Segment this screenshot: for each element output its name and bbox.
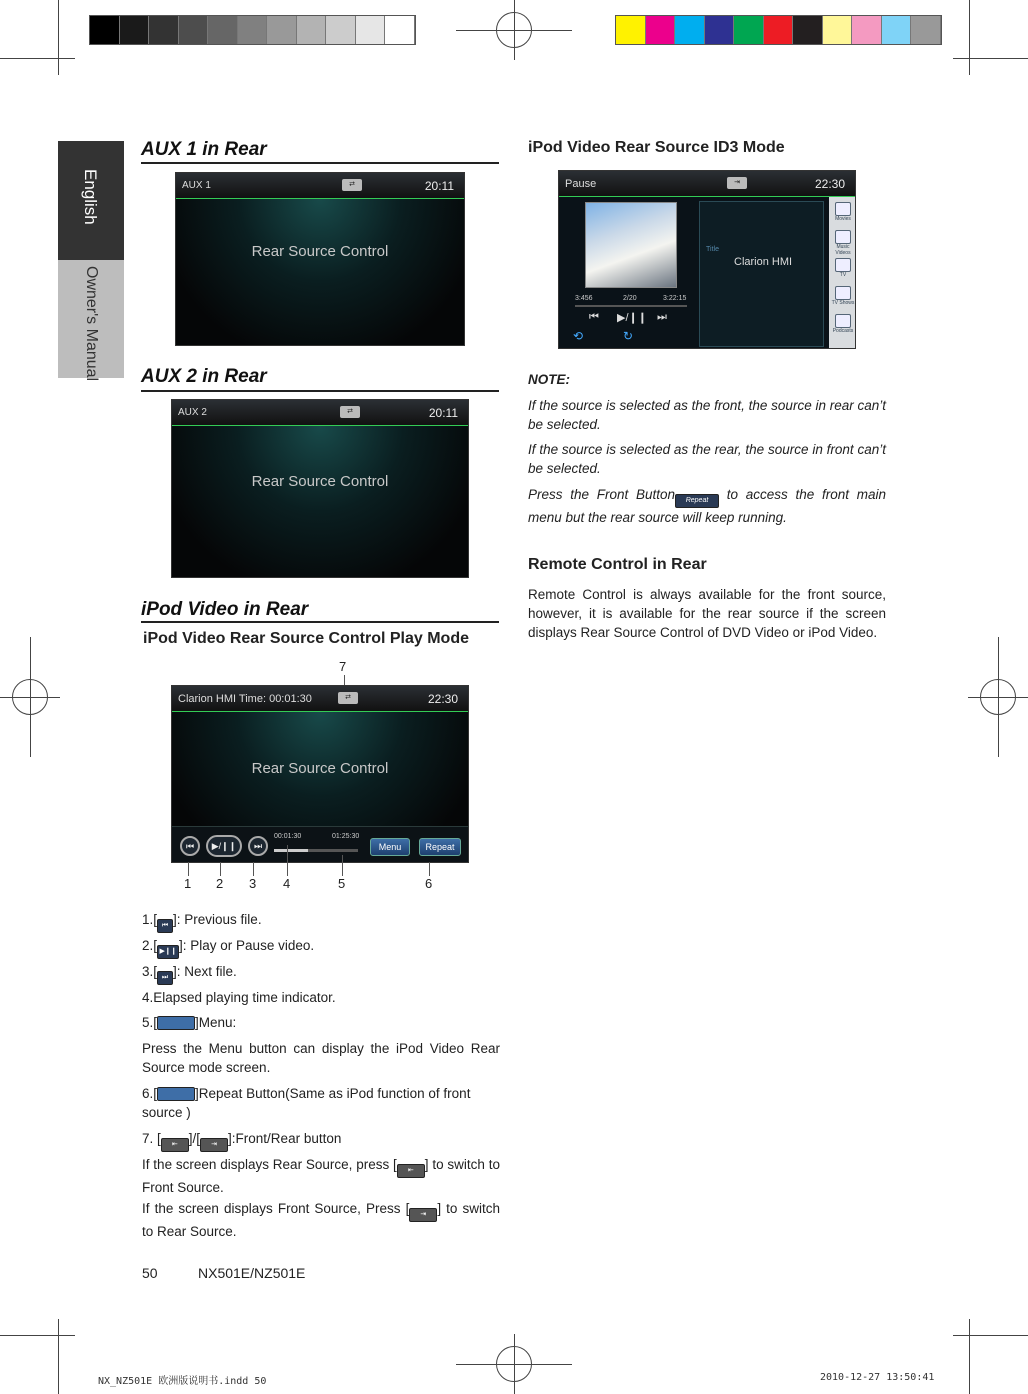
ipod-heading: iPod Video in Rear — [141, 599, 309, 620]
id3-side-item-label: Music Videos — [835, 244, 851, 256]
color-swatch — [297, 16, 327, 44]
id3-play-pause-button[interactable]: ▶/❙❙ — [617, 312, 647, 324]
menu-icon — [157, 1016, 195, 1030]
id3-next-button[interactable]: ⏭ — [657, 311, 667, 323]
front-source-icon: ⇤ — [161, 1138, 189, 1152]
previous-button[interactable]: ⏮ — [180, 836, 200, 856]
note-heading: NOTE: — [528, 372, 570, 387]
page-number: 50 — [142, 1265, 158, 1281]
id3-side-item[interactable] — [831, 313, 855, 339]
callout-6: 6 — [425, 876, 433, 891]
id3-screen — [558, 170, 856, 349]
list-item-6: 6.[ ]Repeat Button(Same as iPod function of front source ) — [142, 1086, 471, 1120]
ipod-control-bar — [172, 826, 468, 863]
callout-2: 2 — [216, 876, 224, 891]
gray-color-bar — [89, 15, 416, 45]
remote-heading: Remote Control in Rear — [528, 556, 707, 573]
id3-previous-button[interactable]: ⏮ — [589, 311, 599, 323]
id3-time: 22:30 — [814, 177, 845, 191]
aux2-time: 20:11 — [428, 406, 458, 420]
aux1-center-text: Rear Source Control — [251, 243, 389, 260]
color-swatch — [238, 16, 268, 44]
remote-paragraph: Remote Control is always available for the front source, however, it is available for the rear source if the screen displays Rear Source Control of DVD Video or iPod Video. — [528, 587, 886, 640]
id3-time-mid: 2/20 — [623, 295, 637, 302]
callout-4: 4 — [283, 876, 291, 891]
aux1-rule — [141, 162, 499, 164]
ipod-front-rear-icon: ⇄ — [338, 692, 358, 704]
ipod-screen — [171, 685, 469, 863]
play-pause-button[interactable]: ▶/❙❙ — [206, 835, 242, 857]
color-swatch — [852, 16, 882, 44]
id3-side-item-label: TV Shows — [831, 300, 855, 306]
list-item-2: 2.[ ▶❙❙ ]: Play or Pause video. — [142, 936, 500, 959]
color-swatch — [208, 16, 238, 44]
id3-repeat-icon[interactable]: ↻ — [623, 329, 634, 343]
aux1-source: AUX 1 — [182, 180, 211, 191]
language-tab — [58, 141, 124, 260]
front-source-icon-inline: ⇤ — [397, 1164, 425, 1178]
media-category-icon — [835, 202, 851, 216]
color-swatch — [882, 16, 912, 44]
color-swatch — [616, 16, 646, 44]
id3-time-end: 3:22:15 — [663, 295, 687, 302]
list-item-7-description-2: If the screen displays Front Source, Press [ ⇥ ] to switch to Rear Source. — [142, 1201, 500, 1239]
slug-right: 2010-12-27 13:50:41 — [820, 1372, 935, 1383]
manual-label: Owner's Manual — [83, 266, 100, 382]
id3-side-item-label: Podcasts — [832, 328, 854, 334]
note-paragraph-1: If the source is selected as the front, the source in rear can’t be selected. — [528, 398, 886, 432]
rear-source-icon-inline: ⇥ — [409, 1208, 437, 1222]
aux2-heading: AUX 2 in Rear — [141, 366, 267, 387]
list-item-4: 4.Elapsed playing time indicator. — [142, 990, 336, 1005]
ipod-screen-title: Clarion HMI Time: 00:01:30 — [178, 693, 312, 705]
id3-side-item[interactable] — [831, 201, 855, 227]
media-category-icon — [835, 286, 851, 300]
ipod-subheading: iPod Video Rear Source Control Play Mode — [143, 630, 469, 647]
color-swatch — [120, 16, 150, 44]
id3-progress-bar[interactable] — [575, 305, 687, 307]
media-category-icon — [835, 314, 851, 328]
list-item-5: 5.[ ]Menu: — [142, 1015, 237, 1030]
list-item-1: 1.[ ⏮ ]: Previous file. — [142, 910, 500, 933]
color-swatch — [764, 16, 794, 44]
color-swatch — [149, 16, 179, 44]
id3-side-item-label: TV — [839, 272, 847, 278]
color-swatch — [356, 16, 386, 44]
aux2-center-text: Rear Source Control — [251, 473, 389, 490]
id3-side-item[interactable] — [831, 285, 855, 311]
id3-back-icon[interactable]: ⟲ — [573, 329, 584, 343]
color-swatch — [326, 16, 356, 44]
note-paragraph-3: Press the Front Button Repeat to access the front main menu but the rear source will keep running. — [528, 487, 886, 525]
color-swatch — [823, 16, 853, 44]
ipod-rule — [141, 621, 499, 623]
aux2-source: AUX 2 — [178, 407, 207, 418]
list-item-3: 3.[ ⏭ ]: Next file. — [142, 962, 500, 985]
color-swatch — [267, 16, 297, 44]
menu-button[interactable]: Menu — [370, 838, 410, 856]
rear-source-icon: ⇥ — [200, 1138, 228, 1152]
id3-side-menu — [829, 197, 856, 349]
color-swatch — [646, 16, 676, 44]
next-button[interactable]: ⏭ — [248, 836, 268, 856]
aux2-screen — [171, 399, 469, 578]
elapsed-progress-fill — [274, 849, 308, 852]
callout-7: 7 — [339, 659, 347, 674]
ipod-screen-time: 22:30 — [427, 692, 458, 706]
elapsed-end: 01:25:30 — [332, 833, 360, 840]
elapsed-start: 00:01:30 — [274, 833, 302, 840]
list-item-7: 7. [ ⇤ ]/[ ⇥ ]:Front/Rear button — [142, 1129, 500, 1152]
id3-side-item[interactable] — [831, 229, 855, 255]
color-swatch — [90, 16, 120, 44]
color-swatch — [179, 16, 209, 44]
color-swatch — [793, 16, 823, 44]
id3-info-panel — [699, 201, 824, 347]
next-icon: ⏭ — [157, 971, 173, 985]
aux1-screen — [175, 172, 465, 346]
aux1-front-rear-icon: ⇄ — [342, 179, 362, 191]
callout-3: 3 — [249, 876, 257, 891]
repeat-button[interactable]: Repeat — [419, 838, 461, 856]
play-pause-icon: ▶❙❙ — [157, 945, 179, 959]
id3-side-item[interactable] — [831, 257, 855, 283]
callout-5: 5 — [338, 876, 346, 891]
aux2-front-rear-icon: ⇄ — [340, 406, 360, 418]
color-swatch — [911, 16, 941, 44]
callout-1: 1 — [184, 876, 192, 891]
list-item-7-description-1: If the screen displays Rear Source, press [ ⇤ ] to switch to Front Source. — [142, 1157, 500, 1195]
aux2-rule — [141, 390, 499, 392]
language-label: English — [81, 169, 100, 225]
id3-heading: iPod Video Rear Source ID3 Mode — [528, 139, 785, 156]
aux1-heading: AUX 1 in Rear — [141, 139, 267, 160]
color-swatch — [385, 16, 415, 44]
front-button-icon: Repeat — [675, 494, 719, 508]
media-category-icon — [835, 258, 851, 272]
color-swatch — [675, 16, 705, 44]
video-thumbnail — [585, 202, 677, 288]
id3-title-label: Title — [706, 246, 719, 253]
id3-front-rear-icon: ⇥ — [727, 177, 747, 189]
id3-side-item-label: Movies — [835, 216, 851, 222]
process-color-bar — [615, 15, 942, 45]
model-number: NX501E/NZ501E — [198, 1265, 306, 1281]
previous-icon: ⏮ — [157, 919, 173, 933]
id3-time-start: 3:456 — [575, 295, 593, 302]
id3-status: Pause — [565, 178, 597, 190]
media-category-icon — [835, 230, 851, 244]
color-swatch — [705, 16, 735, 44]
ipod-center-text: Rear Source Control — [251, 760, 389, 777]
slug-left: NX_NZ501E 欧洲版说明书.indd 50 — [98, 1376, 267, 1387]
aux1-time: 20:11 — [424, 179, 454, 193]
id3-title-value: Clarion HMI — [734, 256, 793, 268]
color-swatch — [734, 16, 764, 44]
note-paragraph-2: If the source is selected as the rear, the source in front can’t be selected. — [528, 442, 886, 476]
repeat-icon — [157, 1087, 195, 1101]
manual-tab — [58, 260, 124, 382]
list-item-5-description: Press the Menu button can display the iPod Video Rear Source mode screen. — [142, 1041, 500, 1075]
